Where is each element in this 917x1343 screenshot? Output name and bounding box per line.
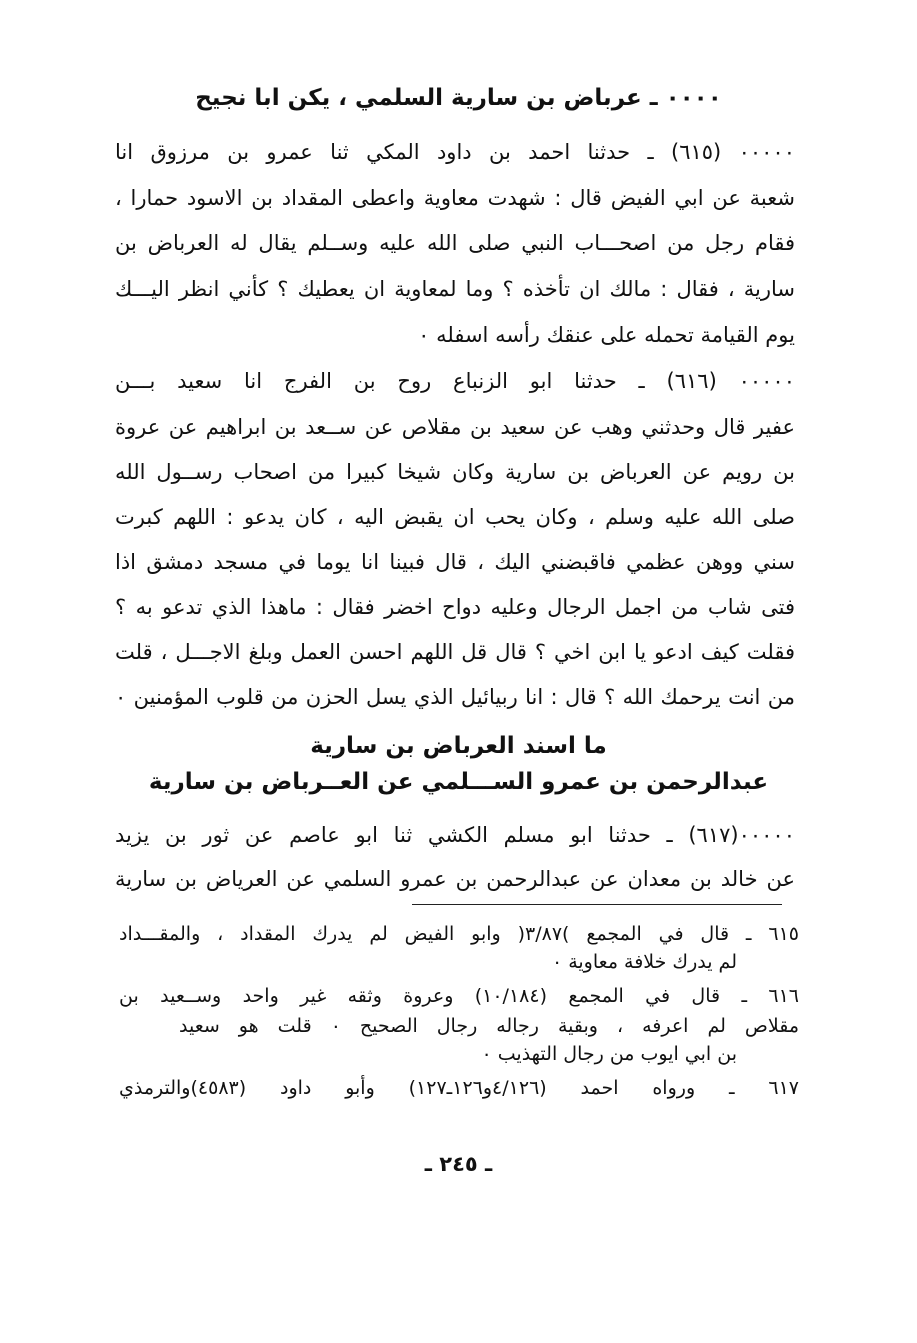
footnote-616-line3: بن ابي ايوب من رجال التهذيب ٠ <box>481 1043 737 1065</box>
footnote-615-line2: لم يدرك خلافة معاوية ٠ <box>551 951 737 973</box>
text-line-1: ٠٠٠٠٠ (٦١٥) ـ حدثنا احمد بن داود المكي ثنا عمرو بن مرزوق انا <box>115 140 795 164</box>
text-line-10: سني ووهن عظمي فاقبضني اليك ، قال فبينا انا يوما في مسجد دمشق اذا <box>115 550 795 574</box>
text-line-9: صلى الله عليه وسلم ، وكان يحب ان يقبض اليه ، كان يدعو : اللهم كبرت <box>115 505 795 529</box>
text-line-13: من انت يرحمك الله ؟ قال : انا ربيائيل الذي يسل الحزن من قلوب المؤمنين ٠ <box>115 685 795 709</box>
text-line-11: فتى شاب من اجمل الرجال وعليه دواح اخضر فقال : ماهذا الذي تدعو به ؟ <box>115 595 795 619</box>
text-line-4: سارية ، فقال : مالك ان تأخذه ؟ وما لمعاوية ان يعطيك ؟ كأني انظر اليـــك <box>115 277 795 301</box>
footnote-616-line1: ٦١٦ ـ قال في المجمع (١٠/١٨٤) وعروة وثقه غير واحد وســعيد بن <box>119 985 799 1007</box>
footnote-divider <box>412 904 782 905</box>
page-number: ـ ٢٤٥ ـ <box>424 1152 493 1176</box>
text-line-3: فقام رجل من اصحـــاب النبي صلى الله عليه وســلم يقال له العرباض بن <box>115 231 795 255</box>
footnote-615-line1: ٦١٥ ـ قال في المجمع )٣/٨٧( وابو الفيض لم يدرك المقداد ، والمقـــداد <box>119 923 799 945</box>
text-line-7: عفير قال وحدثني وهب عن سعيد بن مقلاص عن ســعد بن ابراهيم عن عروة <box>115 415 795 439</box>
text-line-15: عن خالد بن معدان عن عبدالرحمن بن عمرو السلمي عن العرياض بن سارية <box>115 867 795 891</box>
section-subheading: عبدالرحمن بن عمرو الســـلمي عن العــرباض بن سارية <box>148 769 769 795</box>
footnote-616-line2: مقلاص لم اعرفه ، وبقية رجاله رجال الصحيح ٠ قلت هو سعيد <box>179 1015 799 1037</box>
chapter-title: ٠٠٠٠ ـ عرباض بن سارية السلمي ، يكن ابا نجيح <box>195 85 722 111</box>
text-line-2: شعبة عن ابي الفيض قال : شهدت معاوية واعطى المقداد بن الاسود حمارا ، <box>115 186 795 210</box>
section-heading: ما اسند العرباض بن سارية <box>310 733 607 759</box>
footnote-617-line1: ٦١٧ ـ ورواه احمد (٤/١٢٦و١٢٦ـ١٢٧) وأبو داود (٤٥٨٣)والترمذي <box>119 1077 799 1099</box>
text-line-6: ٠٠٠٠٠ (٦١٦) ـ حدثنا ابو الزنباع روح بن الفرج انا سعيد بـــن <box>115 369 795 393</box>
text-line-14: ٠٠٠٠٠(٦١٧) ـ حدثنا ابو مسلم الكشي ثنا ابو عاصم عن ثور بن يزيد <box>115 823 795 847</box>
text-line-5: يوم القيامة تحمله على عنقك رأسه اسفله ٠ <box>418 323 795 347</box>
text-line-12: فقلت كيف ادعو يا ابن اخي ؟ قال قل اللهم احسن العمل وبلغ الاجـــل ، قلت <box>115 640 795 664</box>
text-line-8: بن رويم عن العرباض بن سارية وكان شيخا كبيرا من اصحاب رســول الله <box>115 460 795 484</box>
